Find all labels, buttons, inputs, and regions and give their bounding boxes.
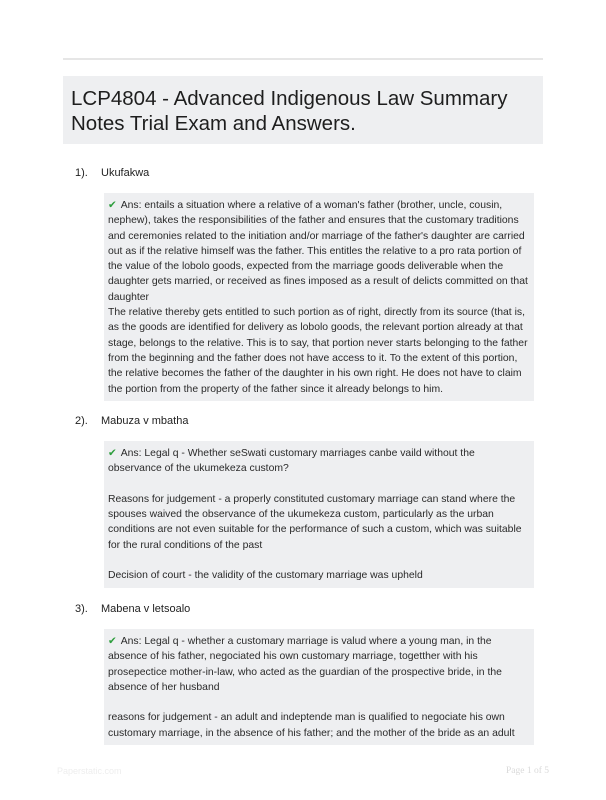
check-icon: ✔ bbox=[108, 200, 117, 211]
page-number: Page 1 of 5 bbox=[505, 766, 549, 776]
answer-paragraph: Decision of court - the validity of the customary marriage was upheld bbox=[108, 570, 423, 582]
title-banner bbox=[63, 76, 543, 144]
answer-paragraph: Ans: Legal q - whether a customary marriage is valud where a young man, in the absence of his father, negociated his own customary marriage, togetther with his prosepectice mother-in-law, who acted as the guardian of the prospective bride, in the absence of her husband bbox=[108, 636, 502, 693]
question-3 bbox=[75, 603, 545, 615]
answer-paragraph: reasons for judgement - an adult and indeptende man is qualified to negociate his own customary marriage, in the absence of his father; and the mother of the bride as an adult bbox=[108, 712, 515, 739]
answer-block-1 bbox=[104, 193, 534, 401]
top-divider bbox=[63, 58, 543, 60]
answer-paragraph: Ans: Legal q - Whether seSwati customary marriages canbe vaild without the observance of the ukumekeza custom? bbox=[108, 448, 475, 475]
question-number: 3). bbox=[75, 603, 88, 615]
question-title: Mabena v letsoalo bbox=[101, 603, 191, 615]
answer-paragraph: The relative thereby gets entitled to such portion as of right, directly from its source (that is, as the goods are identified for delivery as lobolo goods, the relevant portion already at that stage, belongs to the relative. This is to say, that portion never starts belonging to the father from the beginning and the father does not have access to it. To the extent of this portion, the relative becomes the father of the daughter in his own right. He does not have to claim the portion from the property of the father since it already belongs to him. bbox=[108, 307, 528, 395]
answer-paragraph: Reasons for judgement - a properly constituted customary marriage can stand where the spouses waived the observance of the ukumekeza custom, particularly as the urban conditions are not even suitable for the performance of such a custom, which was suitable for the rural conditions of the past bbox=[108, 493, 522, 551]
footer-watermark: Paperstatic.com bbox=[57, 766, 122, 776]
question-title: Mabuza v mbatha bbox=[101, 415, 189, 427]
check-icon: ✔ bbox=[108, 636, 117, 647]
question-1 bbox=[75, 167, 545, 179]
question-title: Ukufakwa bbox=[101, 167, 150, 179]
question-number: 1). bbox=[75, 167, 88, 179]
question-number: 2). bbox=[75, 415, 88, 427]
answer-paragraph: Ans: entails a situation where a relative of a woman's father (brother, uncle, cousin, nephew), takes the responsibilities of the father and ensures that the customary traditions and ceremonies related to the initiation and/or marriage of the father's daughter are carried out as if the relative himself was the father. This entitles the relative to a pro rata portion of the value of the lobolo goods, expected from the marriage goods deliverable when the daughter gets married, or received as fines imposed as a result of delicts committed on that daughter bbox=[108, 200, 528, 303]
answer-block-3 bbox=[104, 629, 534, 745]
answer-block-2 bbox=[104, 441, 534, 588]
check-icon: ✔ bbox=[108, 448, 117, 459]
page-title: LCP4804 - Advanced Indigenous Law Summary Notes Trial Exam and Answers. bbox=[71, 87, 508, 135]
question-2 bbox=[75, 415, 545, 427]
